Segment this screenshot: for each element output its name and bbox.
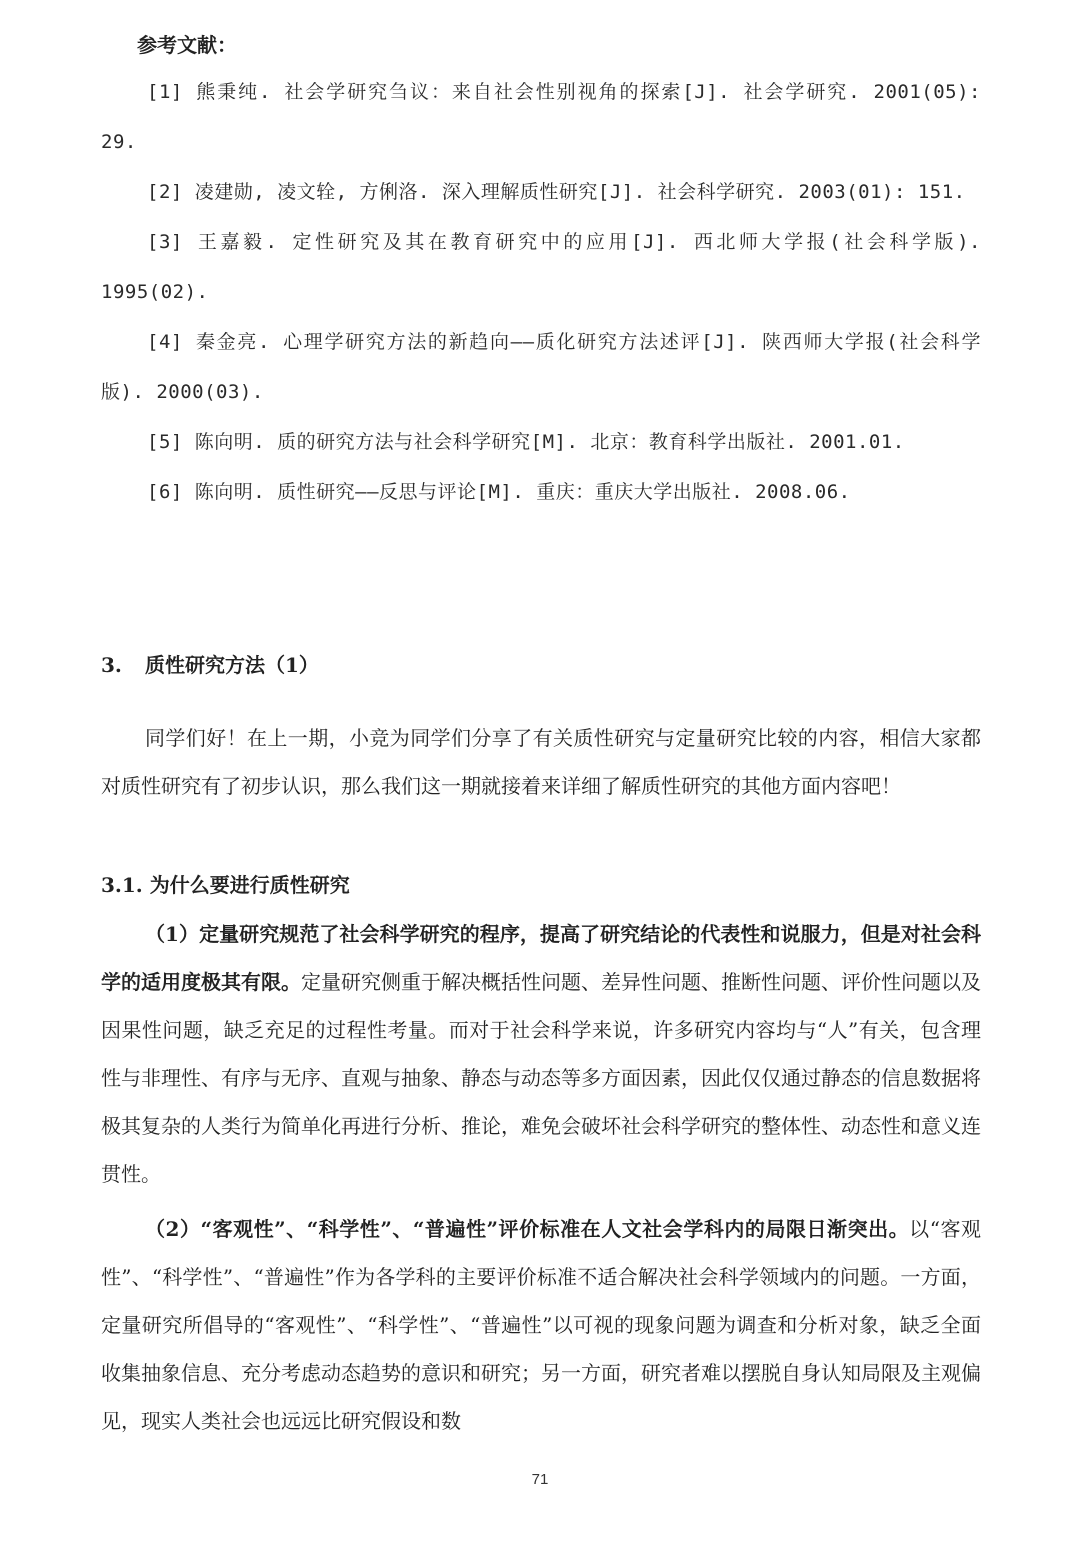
page-number: 71 [531,1471,549,1488]
reference-item: [4] 秦金亮. 心理学研究方法的新趋向——质化研究方法述评[J]. 陕西师大学报(社会科学版). 2000(03). [101,331,981,403]
paragraph-2 [101,1205,981,1445]
reference-list [101,67,981,517]
paragraph-2-text: 以“客观性”、“科学性”、“普遍性”作为各学科的主要评价标准不适合解决社会科学领域内的问题。一方面，定量研究所倡导的“客观性”、“科学性”、“普遍性”以可视的现象问题为调查和分析对象，缺乏全面收集抽象信息、充分考虑动态趋势的意识和研究；另一方面，研究者难以摆脱自身认知局限及主观偏见，现实人类社会也远远比研究假设和数 [101,1217,981,1433]
reference-item: [6] 陈向明. 质性研究——反思与评论[M]. 重庆：重庆大学出版社. 2008.06. [147,481,851,503]
subsection-heading: 3.1. 为什么要进行质性研究 [101,873,350,897]
intro-paragraph: 同学们好！在上一期，小竞为同学们分享了有关质性研究与定量研究比较的内容，相信大家都对质性研究有了初步认识，那么我们这一期就接着来详细了解质性研究的其他方面内容吧！ [101,726,981,798]
paragraph-1-text: 定量研究侧重于解决概括性问题、差异性问题、推断性问题、评价性问题以及因果性问题，缺乏充足的过程性考量。而对于社会科学来说，许多研究内容均与“人”有关，包含理性与非理性、有序与无序、直观与抽象、静态与动态等多方面因素，因此仅仅通过静态的信息数据将极其复杂的人类行为简单化再进行分析、推论，难免会破坏社会科学研究的整体性、动态性和意义连贯性。 [101,970,981,1186]
section-title: 质性研究方法（1） [145,653,319,677]
reference-item: [3] 王嘉毅. 定性研究及其在教育研究中的应用[J]. 西北师大学报(社会科学版). 1995(02). [101,231,981,303]
section-number: 3. [101,653,122,677]
references-heading: 参考文献： [137,33,237,57]
paragraph-2-lead: （2）“客观性”、“科学性”、“普遍性”评价标准在人文社会学科内的局限日渐突出。 [145,1217,910,1241]
reference-item: [5] 陈向明. 质的研究方法与社会科学研究[M]. 北京：教育科学出版社. 2001.01. [147,431,905,453]
paragraph-1-lead: （1）定量研究规范了社会科学研究的程序，提高了研究结论的代表性和说服力，但是对社会科学的适用度极其有限。 [101,922,981,994]
paragraph-1 [101,910,981,1198]
section-heading [101,650,319,680]
reference-item: [2] 凌建勋, 凌文辁, 方俐洛. 深入理解质性研究[J]. 社会科学研究. 2003(01): 151. [147,181,966,203]
reference-item: [1] 熊秉纯. 社会学研究刍议：来自社会性别视角的探索[J]. 社会学研究. 2001(05): 29. [101,81,981,153]
